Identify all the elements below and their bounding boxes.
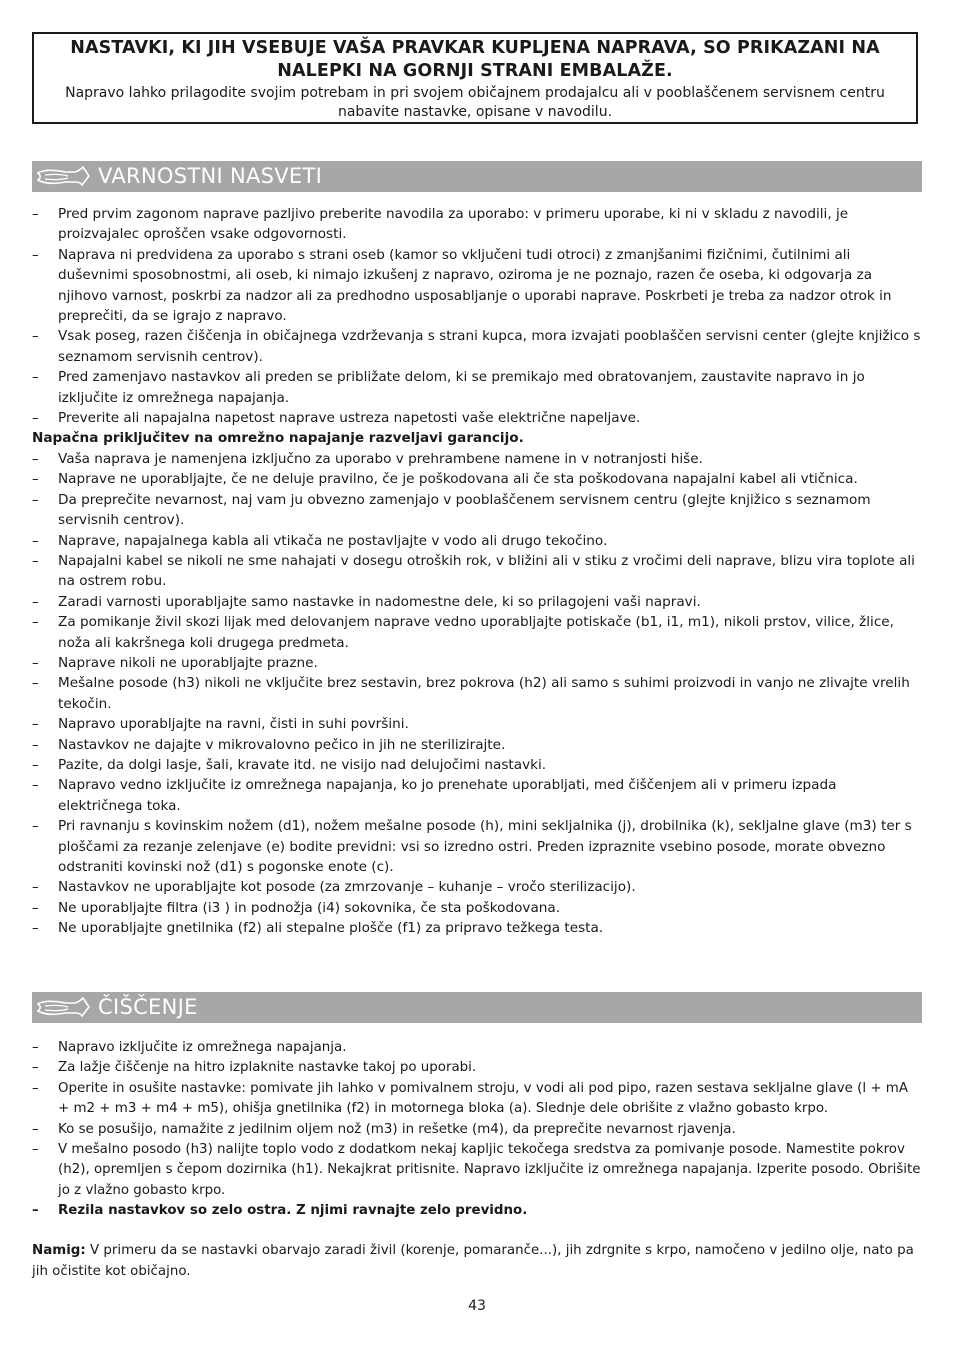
list-item: – Napajalni kabel se nikoli ne sme nahajati v dosegu otroških rok, v bližini ali v stiku z vročimi deli naprave, blizu vira toplote ali na ostrem robu. bbox=[32, 551, 922, 592]
safety-list bbox=[32, 204, 922, 939]
list-item: – Za lažje čiščenje na hitro izplaknite nastavke takoj po uporabi. bbox=[32, 1058, 922, 1078]
list-item: – Mešalne posode (h3) nikoli ne vključite brez sestavin, brez pokrova (h2) ali samo s suhimi proizvodi in vanjo ne zlivajte vrelih tekočin. bbox=[32, 673, 922, 714]
list-item: – Naprava ni predvidena za uporabo s strani oseb (kamor so vključeni tudi otroci) z zmanjšanimi fizičnimi, čutilnimi ali duševnimi sposobnostmi, ali oseb, ki nimajo izkušenj z napravo, oziroma je ne poznajo, razen če oseba, ki odgovarja za njihovo varnost, poskrbi za nadzor ali za predhodno usposabljanje o uporabi naprave. Poskrbeti je treba za nadzor otrok in preprečiti, da se igrajo z napravo. bbox=[32, 245, 922, 327]
page-number: 43 bbox=[468, 1298, 486, 1314]
cleaning-heading: ČIŠČENJE bbox=[98, 995, 198, 1019]
cleaning-warning-list bbox=[32, 1201, 922, 1221]
list-item: – Naprave ne uporabljajte, če ne deluje pravilno, če je poškodovana ali če sta poškodovana napajalni kabel ali vtičnica. bbox=[32, 469, 922, 489]
list-item: – Nastavkov ne uporabljajte kot posode (za zmrzovanje – kuhanje – vročo sterilizacijo). bbox=[32, 877, 922, 897]
list-item: – Preverite ali napajalna napetost naprave ustreza napetosti vaše električne napeljave. bbox=[32, 408, 922, 428]
list-item: – V mešalno posodo (h3) nalijte toplo vodo z dodatkom nekaj kapljic tekočega sredstva za pomivanje posode. Namestite pokrov (h2), opremljen s čepom dozirnika (h1). Nekajkrat pritisnite. Napravo izključite iz omrežnega napajanja. Izperite posodo. Obrišite jo z vlažno gobasto krpo. bbox=[32, 1140, 922, 1201]
list-item: – Naprave nikoli ne uporabljajte prazne. bbox=[32, 653, 922, 673]
notice-box bbox=[32, 32, 918, 124]
cleaning-list bbox=[32, 1038, 922, 1222]
safety-list-b bbox=[32, 449, 922, 939]
arrow-hand-icon bbox=[35, 996, 91, 1020]
list-item: – Pred zamenjavo nastavkov ali preden se približate delom, ki se premikajo med obratovanjem, zaustavite napravo in jo izključite iz omrežnega napajanja. bbox=[32, 367, 922, 408]
notice-title: NASTAVKI, KI JIH VSEBUJE VAŠA PRAVKAR KUPLJENA NAPRAVA, SO PRIKAZANI NA NALEPKI NA GORNJI STRANI EMBALAŽE. bbox=[70, 38, 880, 81]
list-item: – Ne uporabljajte gnetilnika (f2) ali stepalne plošče (f1) za pripravo težkega testa. bbox=[32, 918, 922, 938]
note-label: Namig: bbox=[32, 1243, 86, 1258]
cleaning-warning-item: – Rezila nastavkov so zelo ostra. Z njimi ravnajte zelo previdno. bbox=[32, 1201, 922, 1221]
safety-list-a bbox=[32, 204, 922, 428]
warning-text: Napačna priključitev na omrežno napajanje razveljavi garancijo. bbox=[32, 430, 524, 447]
list-item: – Napravo uporabljajte na ravni, čisti in suhi površini. bbox=[32, 714, 922, 734]
list-item: – Napravo izključite iz omrežnega napajanja. bbox=[32, 1038, 922, 1058]
list-item: – Da preprečite nevarnost, naj vam ju obvezno zamenjajo v pooblaščenem servisnem centru (glejte knjižico s seznamom servisnih centrov). bbox=[32, 490, 922, 531]
list-item: – Naprave, napajalnega kabla ali vtikača ne postavljajte v vodo ali drugo tekočino. bbox=[32, 531, 922, 551]
list-item: – Za pomikanje živil skozi lijak med delovanjem naprave vedno uporabljajte potiskače (b1, i1, m1), nikoli prstov, vilice, žlice, noža ali kakršnega koli drugega predmeta. bbox=[32, 612, 922, 653]
list-item: – Operite in osušite nastavke: pomivate jih lahko v pomivalnem stroju, v vodi ali pod pipo, razen sestava sekljalne glave (l + mA + m2 + m3 + m4 + m5), ohišja gnetilnika (f2) in motornega bloka (a). Slednje dele obrišite z vlažno gobasto krpo. bbox=[32, 1079, 922, 1120]
list-item: – Pazite, da dolgi lasje, šali, kravate itd. ne visijo nad delujočimi nastavki. bbox=[32, 755, 922, 775]
safety-heading: VARNOSTNI NASVETI bbox=[98, 164, 323, 188]
list-item: – Pri ravnanju s kovinskim nožem (d1), nožem mešalne posode (h), mini sekljalnika (j), drobilnika (k), sekljalne glave (m3) ter s ploščami za rezanje zelenjave (e) bodite previdni: vsi so izredno ostri. Preden izpraznite vsebino posode, morate obvezno odstraniti kovinski nož (d1) s pogonske enote (c). bbox=[32, 816, 922, 877]
list-item: – Vsak poseg, razen čiščenja in običajnega vzdrževanja s strani kupca, mora izvajati pooblaščen servisni center (glejte knjižico s seznamom servisnih centrov). bbox=[32, 326, 922, 367]
note-text: V primeru da se nastavki obarvajo zaradi živil (korenje, pomaranče...), jih zdrgnite s krpo, namočeno v jedilno olje, nato pa jih očistite kot običajno. bbox=[32, 1243, 914, 1279]
list-item: – Pred prvim zagonom naprave pazljivo preberite navodila za uporabo: v primeru uporabe, ki ni v skladu z navodili, je proizvajalec oproščen vsake odgovornosti. bbox=[32, 204, 922, 245]
list-item: – Ne uporabljajte filtra (i3 ) in podnožja (i4) sokovnika, če sta poškodovana. bbox=[32, 898, 922, 918]
list-item: – Zaradi varnosti uporabljajte samo nastavke in nadomestne dele, ki so prilagojeni vaši napravi. bbox=[32, 592, 922, 612]
list-item: – Ko se posušijo, namažite z jedilnim oljem nož (m3) in rešetke (m4), da preprečite nevarnost rjavenja. bbox=[32, 1120, 922, 1140]
list-item: – Nastavkov ne dajajte v mikrovalovno pečico in jih ne sterilizirajte. bbox=[32, 735, 922, 755]
list-item: – Napravo vedno izključite iz omrežnega napajanja, ko jo prenehate uporabljati, med čiščenjem ali v primeru izpada električnega toka. bbox=[32, 775, 922, 816]
note bbox=[32, 1240, 922, 1282]
safety-section-header bbox=[32, 161, 922, 192]
cleaning-section-header bbox=[32, 992, 922, 1023]
cleaning-items bbox=[32, 1038, 922, 1201]
list-item: – Vaša naprava je namenjena izključno za uporabo v prehrambene namene in v notranjosti hiše. bbox=[32, 449, 922, 469]
notice-text: Napravo lahko prilagodite svojim potrebam in pri svojem običajnem prodajalcu ali v pooblaščenem servisnem centru nabavite nastavke, opisane v navodilu. bbox=[65, 85, 885, 120]
arrow-hand-icon bbox=[35, 165, 91, 189]
